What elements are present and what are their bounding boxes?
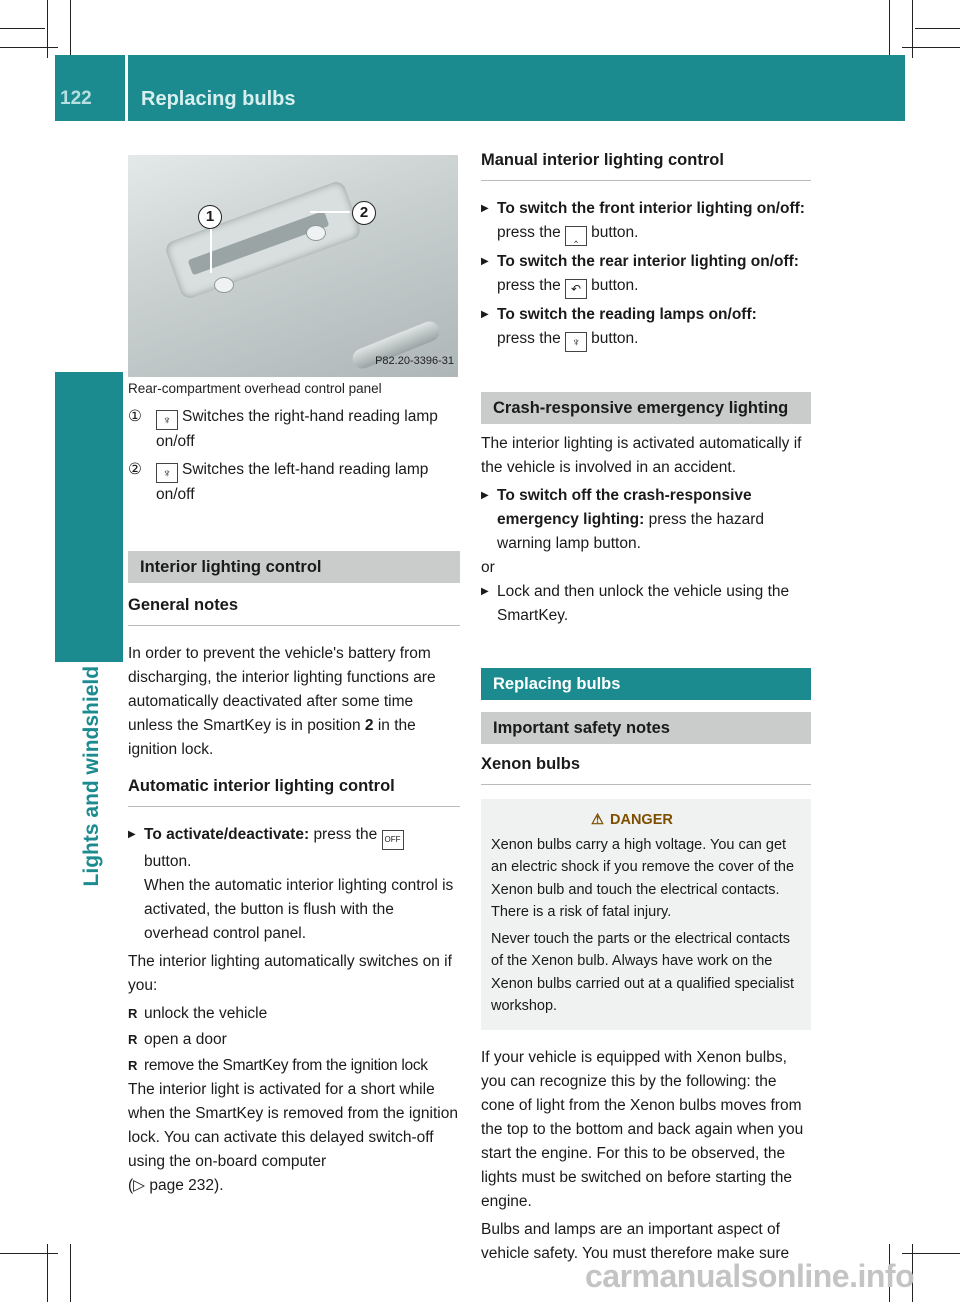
or-text: or	[481, 559, 495, 576]
list-item	[128, 1002, 460, 1026]
step-text: button.	[591, 224, 639, 241]
danger-title	[491, 809, 801, 832]
crop-mark	[0, 1253, 58, 1254]
step-result: When the automatic interior lighting control is activated, the button is flush with the overhead control panel.	[144, 877, 454, 942]
general-notes-part: In order to prevent the vehicle's battery from discharging, the interior lighting functions are automatically deactivated after some time unless the SmartKey is in position	[128, 645, 436, 734]
heading-xenon-bulbs: Xenon bulbs	[481, 752, 811, 785]
reading-lamp-lens-left	[214, 277, 234, 293]
general-notes-part: in the ignition lock.	[128, 717, 416, 758]
legend-number: ②	[128, 461, 142, 478]
instruction-step	[481, 250, 811, 299]
page-title: Replacing bulbs	[141, 88, 296, 110]
list-item	[128, 1054, 460, 1078]
key-position: 2	[364, 717, 374, 734]
figure-code: P82.20-3396-31	[375, 355, 454, 367]
legend-text: Switches the left-hand reading lamp on/off	[156, 461, 429, 503]
section-band-replacing-bulbs: Replacing bulbs	[481, 668, 811, 700]
crop-mark	[902, 47, 960, 48]
instruction-step	[128, 823, 460, 946]
instruction-step	[481, 197, 811, 246]
legend-text: Switches the right-hand reading lamp on/off	[156, 408, 438, 450]
front-interior-light-icon: ‸	[565, 226, 587, 246]
crash-text: The interior lighting is activated automatically if the vehicle is involved in an accident.	[481, 435, 802, 476]
list-item-text: remove the SmartKey from the ignition lock	[144, 1057, 428, 1074]
reading-lamp-icon: ♆	[156, 463, 178, 483]
section-band-interior-lighting: Interior lighting control	[128, 551, 460, 583]
bullet-icon: R	[128, 1032, 138, 1047]
step-text: button.	[144, 853, 192, 870]
left-column	[128, 155, 460, 1198]
right-column	[481, 148, 811, 1266]
xenon-text: If your vehicle is equipped with Xenon bulbs, you can recognize this by the following: the cone of light from the Xenon bulbs moves from the top to the bottom and back again when you start the engine. For this to be observed, the lights must be switched on before starting the engine.	[481, 1048, 804, 1210]
callout-leader	[210, 227, 212, 273]
crop-mark	[912, 0, 913, 58]
list-item-text: open a door	[144, 1031, 227, 1048]
step-text: button.	[591, 330, 639, 347]
bullet-icon: R	[128, 1058, 138, 1073]
page-number: 122	[60, 88, 92, 109]
step-text: press the	[497, 277, 561, 294]
crop-mark	[70, 1244, 71, 1302]
section-band-crash-lighting: Crash-responsive emergency lighting	[481, 392, 811, 424]
danger-text: Xenon bulbs carry a high voltage. You can get an electric shock if you remove the cover of the Xenon bulb and touch the electrical contacts. There is a risk of fatal injury.	[491, 836, 795, 920]
step-label: To switch off the crash-responsive emergency lighting:	[497, 487, 752, 528]
crop-mark	[902, 1253, 960, 1254]
step-label: To activate/deactivate:	[144, 826, 310, 843]
watermark: carmanualsonline.info	[585, 1258, 915, 1294]
callout-leader	[310, 211, 350, 213]
crop-mark	[47, 1244, 48, 1302]
step-text: press the	[313, 826, 378, 843]
step-label: To switch the reading lamps on/off:	[497, 306, 757, 323]
callout-1: 1	[198, 205, 222, 229]
legend-item	[128, 405, 460, 454]
step-label: To switch the front interior lighting on/off:	[497, 200, 805, 217]
chapter-label: Lights and windshield wipers	[80, 593, 103, 887]
switch-intro: The interior lighting automatically switches on if you:	[128, 953, 452, 994]
figure-caption: Rear-compartment overhead control panel	[128, 381, 382, 396]
reading-lamp-lens-right	[306, 225, 326, 241]
list-item-text: unlock the vehicle	[144, 1005, 268, 1022]
instruction-step	[481, 303, 811, 352]
crop-mark	[70, 0, 71, 58]
step-text: button.	[591, 277, 639, 294]
heading-general-notes: General notes	[128, 593, 460, 626]
danger-box	[481, 799, 811, 1030]
header-divider	[125, 55, 128, 121]
step-text: press the hazard warning lamp button.	[497, 511, 765, 552]
crop-mark	[915, 28, 960, 29]
step-label: To switch the rear interior lighting on/off:	[497, 253, 799, 270]
callout-2: 2	[352, 201, 376, 225]
reading-lamp-icon: ♆	[156, 410, 178, 430]
step-text: Lock and then unlock the vehicle using the SmartKey.	[497, 583, 790, 624]
instruction-step	[481, 580, 811, 628]
list-item	[128, 1028, 460, 1052]
danger-text: Never touch the parts or the electrical contacts of the Xenon bulb. Always have work on the Xenon bulbs carried out at a qualified specialist workshop.	[491, 930, 795, 1014]
bullet-icon: R	[128, 1006, 138, 1021]
reading-lamp-icon: ♆	[565, 332, 587, 352]
step-text: press the	[497, 330, 561, 347]
closing-text: The interior light is activated for a short while when the SmartKey is removed from the ignition lock. You can activate this delayed switch-off using the on-board computer	[128, 1081, 458, 1170]
page-reference-link[interactable]: (▷ page 232).	[128, 1177, 224, 1194]
crop-mark	[0, 28, 45, 29]
crop-mark	[0, 47, 58, 48]
rear-interior-light-icon: ↶	[565, 279, 587, 299]
section-band-safety-notes: Important safety notes	[481, 712, 811, 744]
legend-item	[128, 458, 460, 507]
auto-lighting-icon: OFF	[382, 830, 404, 850]
heading-manual-control: Manual interior lighting control	[481, 148, 811, 181]
warning-icon: ⚠	[591, 812, 604, 828]
bulbs-text: Bulbs and lamps are an important aspect of vehicle safety. You must therefore make sure	[481, 1220, 790, 1262]
overhead-panel-photo	[128, 155, 458, 377]
heading-automatic-control: Automatic interior lighting control	[128, 774, 460, 807]
general-notes-text	[128, 642, 460, 762]
instruction-step	[481, 484, 811, 556]
legend-number: ①	[128, 408, 142, 425]
danger-label: DANGER	[610, 812, 673, 828]
step-text: press the	[497, 224, 561, 241]
crop-mark	[47, 0, 48, 58]
crop-mark	[889, 0, 890, 58]
